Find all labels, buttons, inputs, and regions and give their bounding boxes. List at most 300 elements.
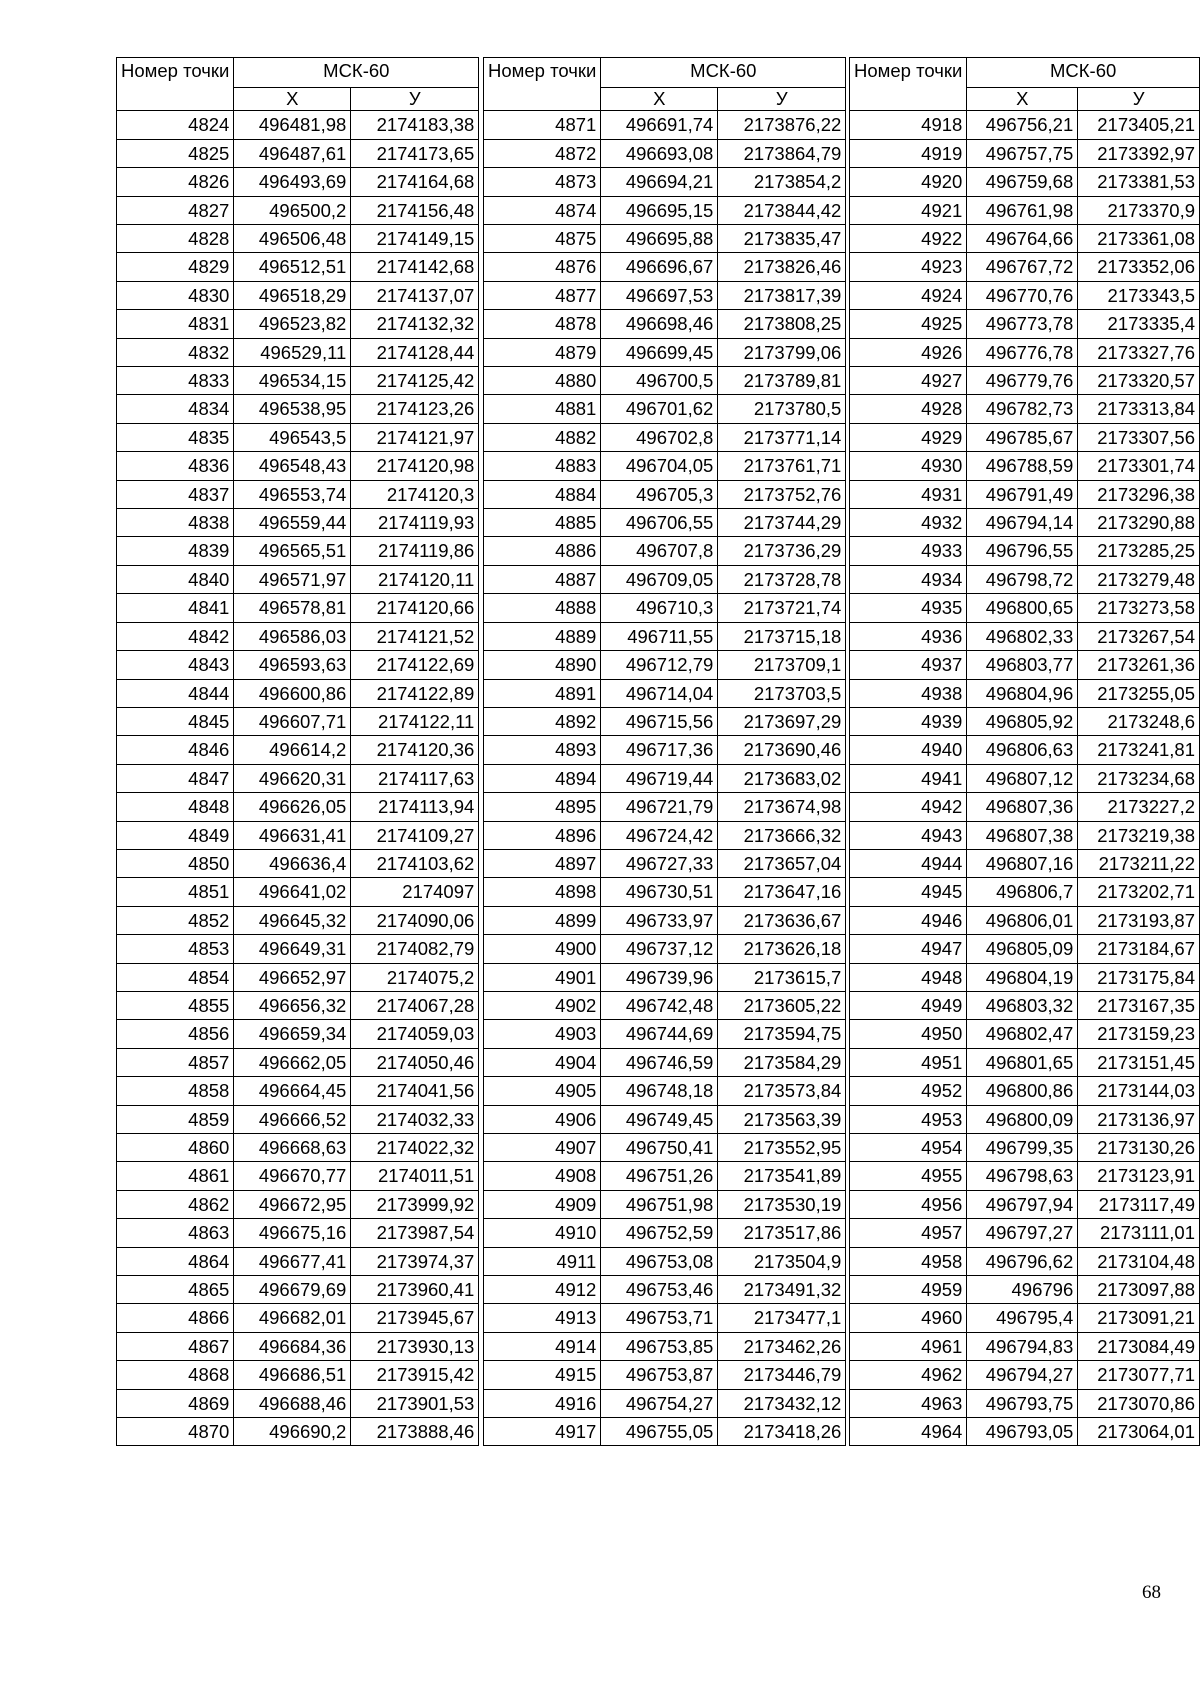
y-coordinate-cell: 2174059,03 [351,1020,479,1048]
point-number-cell: 4923 [850,253,967,281]
table-row [117,1247,479,1275]
y-coordinate-cell: 2173175,84 [1078,963,1200,991]
x-coordinate-cell: 496717,36 [601,736,718,764]
x-coordinate-cell: 496626,05 [234,793,351,821]
point-number-cell: 4924 [850,281,967,309]
table-row [117,1418,479,1446]
point-number-cell: 4921 [850,196,967,224]
point-number-cell: 4933 [850,537,967,565]
table-row [850,1077,1200,1105]
point-number-cell: 4899 [484,906,601,934]
y-coordinate-cell: 2174075,2 [351,963,479,991]
point-number-cell: 4947 [850,935,967,963]
coordinates-table-3 [849,57,1200,1446]
table-row [850,338,1200,366]
table-row [117,168,479,196]
table-row [117,537,479,565]
point-number-cell: 4961 [850,1332,967,1360]
x-coordinate-cell: 496755,05 [601,1418,718,1446]
table-row [850,452,1200,480]
x-coordinate-cell: 496746,59 [601,1048,718,1076]
x-coordinate-cell: 496600,86 [234,679,351,707]
table-row [117,1389,479,1417]
point-number-cell: 4849 [117,821,234,849]
point-number-cell: 4930 [850,452,967,480]
x-coordinate-cell: 496695,15 [601,196,718,224]
y-coordinate-cell: 2173808,25 [718,310,846,338]
x-coordinate-cell: 496688,46 [234,1389,351,1417]
y-coordinate-cell: 2173136,97 [1078,1105,1200,1133]
point-number-cell: 4837 [117,480,234,508]
point-number-cell: 4949 [850,991,967,1019]
x-coordinate-cell: 496791,49 [967,480,1078,508]
x-coordinate-cell: 496506,48 [234,225,351,253]
point-number-cell: 4824 [117,111,234,139]
table-row [850,1219,1200,1247]
y-coordinate-cell: 2173864,79 [718,139,846,167]
x-column-header: Х [601,88,718,111]
x-coordinate-cell: 496796,62 [967,1247,1078,1275]
y-coordinate-cell: 2174120,36 [351,736,479,764]
point-number-cell: 4829 [117,253,234,281]
table-row [484,1219,846,1247]
x-column-header: Х [967,88,1078,111]
x-coordinate-cell: 496764,66 [967,225,1078,253]
y-coordinate-cell: 2174119,86 [351,537,479,565]
y-coordinate-cell: 2174122,89 [351,679,479,707]
y-coordinate-cell: 2173987,54 [351,1219,479,1247]
y-coordinate-cell: 2173313,84 [1078,395,1200,423]
y-coordinate-cell: 2173290,88 [1078,509,1200,537]
point-number-cell: 4856 [117,1020,234,1048]
point-number-cell: 4867 [117,1332,234,1360]
x-coordinate-cell: 496543,5 [234,423,351,451]
x-coordinate-cell: 496803,77 [967,651,1078,679]
y-coordinate-cell: 2174011,51 [351,1162,479,1190]
x-coordinate-cell: 496715,56 [601,707,718,735]
table-row [117,565,479,593]
y-coordinate-cell: 2173915,42 [351,1361,479,1389]
x-coordinate-cell: 496733,97 [601,906,718,934]
x-coordinate-cell: 496670,77 [234,1162,351,1190]
point-number-cell: 4848 [117,793,234,821]
table-row [850,1105,1200,1133]
point-number-cell: 4826 [117,168,234,196]
table-row [117,1332,479,1360]
coordinates-table-2 [483,57,846,1446]
x-coordinate-cell: 496711,55 [601,622,718,650]
point-number-cell: 4907 [484,1134,601,1162]
point-number-cell: 4905 [484,1077,601,1105]
table-row [117,1105,479,1133]
point-number-cell: 4854 [117,963,234,991]
table-row [850,281,1200,309]
table-row [484,310,846,338]
y-coordinate-cell: 2174120,66 [351,594,479,622]
table-row [850,935,1200,963]
x-coordinate-cell: 496659,34 [234,1020,351,1048]
point-number-cell: 4830 [117,281,234,309]
table-row [117,111,479,139]
y-coordinate-cell: 2174137,07 [351,281,479,309]
x-coordinate-cell: 496724,42 [601,821,718,849]
table-row [117,935,479,963]
x-coordinate-cell: 496487,61 [234,139,351,167]
table-row [484,168,846,196]
x-coordinate-cell: 496799,35 [967,1134,1078,1162]
y-coordinate-cell: 2173517,86 [718,1219,846,1247]
table-row [117,1048,479,1076]
point-number-cell: 4885 [484,509,601,537]
table-row [850,878,1200,906]
y-coordinate-cell: 2173844,42 [718,196,846,224]
y-coordinate-cell: 2174132,32 [351,310,479,338]
table-row [850,821,1200,849]
y-coordinate-cell: 2174156,48 [351,196,479,224]
point-number-cell: 4861 [117,1162,234,1190]
table-row [117,793,479,821]
x-coordinate-cell: 496804,96 [967,679,1078,707]
x-column-header: Х [234,88,351,111]
x-coordinate-cell: 496620,31 [234,764,351,792]
y-coordinate-cell: 2173285,25 [1078,537,1200,565]
point-number-cell: 4865 [117,1276,234,1304]
table-row [484,1389,846,1417]
x-coordinate-cell: 496794,83 [967,1332,1078,1360]
point-number-cell: 4840 [117,565,234,593]
point-number-cell: 4847 [117,764,234,792]
x-coordinate-cell: 496767,72 [967,253,1078,281]
x-coordinate-cell: 496675,16 [234,1219,351,1247]
y-coordinate-cell: 2174120,98 [351,452,479,480]
table-row [117,707,479,735]
table-row [484,139,846,167]
y-coordinate-cell: 2174117,63 [351,764,479,792]
point-number-cell: 4900 [484,935,601,963]
point-number-cell: 4880 [484,367,601,395]
table-row [850,1389,1200,1417]
coordinate-system-header: МСК-60 [967,58,1200,88]
x-coordinate-cell: 496742,48 [601,991,718,1019]
point-number-cell: 4903 [484,1020,601,1048]
table-row [117,906,479,934]
y-coordinate-cell: 2173202,71 [1078,878,1200,906]
x-coordinate-cell: 496803,32 [967,991,1078,1019]
table-row [850,537,1200,565]
point-number-cell: 4951 [850,1048,967,1076]
y-coordinate-cell: 2173219,38 [1078,821,1200,849]
point-number-cell: 4915 [484,1361,601,1389]
y-coordinate-cell: 2173605,22 [718,991,846,1019]
y-coordinate-cell: 2173974,37 [351,1247,479,1275]
y-column-header: У [351,88,479,111]
point-number-cell: 4936 [850,622,967,650]
point-number-cell: 4879 [484,338,601,366]
x-coordinate-cell: 496614,2 [234,736,351,764]
point-number-cell: 4827 [117,196,234,224]
table-row [850,1361,1200,1389]
x-coordinate-cell: 496649,31 [234,935,351,963]
table-row [484,736,846,764]
x-coordinate-cell: 496586,03 [234,622,351,650]
table-body [484,111,846,1446]
point-number-cell: 4940 [850,736,967,764]
point-number-cell: 4922 [850,225,967,253]
table-row [850,565,1200,593]
table-row [850,1276,1200,1304]
table-row [484,509,846,537]
table-row [117,1162,479,1190]
table-row [117,594,479,622]
point-number-cell: 4882 [484,423,601,451]
x-coordinate-cell: 496662,05 [234,1048,351,1076]
y-coordinate-cell: 2173432,12 [718,1389,846,1417]
table-row [484,963,846,991]
point-number-cell: 4874 [484,196,601,224]
y-coordinate-cell: 2173780,5 [718,395,846,423]
point-number-cell: 4963 [850,1389,967,1417]
point-number-cell: 4914 [484,1332,601,1360]
point-number-cell: 4919 [850,139,967,167]
x-coordinate-cell: 496802,47 [967,1020,1078,1048]
table-row [117,310,479,338]
x-coordinate-cell: 496607,71 [234,707,351,735]
x-coordinate-cell: 496523,82 [234,310,351,338]
point-number-cell: 4908 [484,1162,601,1190]
x-coordinate-cell: 496805,92 [967,707,1078,735]
table-row [484,253,846,281]
table-row [484,793,846,821]
point-number-cell: 4938 [850,679,967,707]
coordinates-table-1 [116,57,479,1446]
y-coordinate-cell: 2174067,28 [351,991,479,1019]
x-coordinate-cell: 496553,74 [234,480,351,508]
x-coordinate-cell: 496559,44 [234,509,351,537]
table-row [117,1134,479,1162]
point-number-cell: 4846 [117,736,234,764]
y-coordinate-cell: 2173267,54 [1078,622,1200,650]
table-row [484,906,846,934]
point-number-cell: 4891 [484,679,601,707]
y-coordinate-cell: 2173530,19 [718,1190,846,1218]
y-coordinate-cell: 2173715,18 [718,622,846,650]
x-coordinate-cell: 496694,21 [601,168,718,196]
x-coordinate-cell: 496668,63 [234,1134,351,1162]
y-coordinate-cell: 2173736,29 [718,537,846,565]
table-row [484,707,846,735]
y-coordinate-cell: 2173234,68 [1078,764,1200,792]
y-coordinate-cell: 2174032,33 [351,1105,479,1133]
table-row [850,651,1200,679]
x-coordinate-cell: 496793,05 [967,1418,1078,1446]
y-coordinate-cell: 2173721,74 [718,594,846,622]
table-row [850,225,1200,253]
point-number-cell: 4868 [117,1361,234,1389]
x-coordinate-cell: 496770,76 [967,281,1078,309]
x-coordinate-cell: 496804,19 [967,963,1078,991]
table-row [117,139,479,167]
table-body [850,111,1200,1446]
x-coordinate-cell: 496807,16 [967,849,1078,877]
point-number-cell: 4833 [117,367,234,395]
x-coordinate-cell: 496802,33 [967,622,1078,650]
point-number-cell: 4825 [117,139,234,167]
table-row [117,253,479,281]
y-coordinate-cell: 2173901,53 [351,1389,479,1417]
x-coordinate-cell: 496805,09 [967,935,1078,963]
table-row [484,821,846,849]
point-number-cell: 4911 [484,1247,601,1275]
table-row [484,679,846,707]
x-coordinate-cell: 496737,12 [601,935,718,963]
point-number-cell: 4895 [484,793,601,821]
x-coordinate-cell: 496752,59 [601,1219,718,1247]
table-row [484,565,846,593]
y-coordinate-cell: 2173771,14 [718,423,846,451]
y-coordinate-cell: 2173817,39 [718,281,846,309]
x-coordinate-cell: 496796,55 [967,537,1078,565]
point-number-cell: 4834 [117,395,234,423]
table-row [117,196,479,224]
table-row [850,1304,1200,1332]
point-number-cell: 4877 [484,281,601,309]
y-coordinate-cell: 2173835,47 [718,225,846,253]
y-column-header: У [1078,88,1200,111]
y-coordinate-cell: 2173446,79 [718,1361,846,1389]
y-coordinate-cell: 2173666,32 [718,821,846,849]
x-coordinate-cell: 496538,95 [234,395,351,423]
table-row [850,1332,1200,1360]
x-coordinate-cell: 496806,63 [967,736,1078,764]
point-number-cell: 4952 [850,1077,967,1105]
table-row [850,1190,1200,1218]
point-number-cell: 4913 [484,1304,601,1332]
point-number-cell: 4950 [850,1020,967,1048]
point-number-cell: 4852 [117,906,234,934]
table-row [117,1020,479,1048]
y-coordinate-cell: 2173703,5 [718,679,846,707]
table-row [117,1276,479,1304]
y-coordinate-cell: 2173392,97 [1078,139,1200,167]
table-row [484,111,846,139]
table-row [850,1048,1200,1076]
x-coordinate-cell: 496800,86 [967,1077,1078,1105]
point-number-cell: 4920 [850,168,967,196]
table-row [850,367,1200,395]
point-number-cell: 4853 [117,935,234,963]
table-row [484,1162,846,1190]
table-row [850,736,1200,764]
y-coordinate-cell: 2173690,46 [718,736,846,764]
y-coordinate-cell: 2174122,69 [351,651,479,679]
point-number-cell: 4957 [850,1219,967,1247]
table-row [484,594,846,622]
point-number-cell: 4870 [117,1418,234,1446]
table-row [117,991,479,1019]
y-coordinate-cell: 2174149,15 [351,225,479,253]
table-row [484,1418,846,1446]
y-coordinate-cell: 2173854,2 [718,168,846,196]
y-coordinate-cell: 2173167,35 [1078,991,1200,1019]
point-number-cell: 4887 [484,565,601,593]
point-number-cell: 4869 [117,1389,234,1417]
x-coordinate-cell: 496753,85 [601,1332,718,1360]
table-row [117,509,479,537]
table-row [117,423,479,451]
table-row [484,423,846,451]
y-coordinate-cell: 2173193,87 [1078,906,1200,934]
x-coordinate-cell: 496641,02 [234,878,351,906]
x-coordinate-cell: 496645,32 [234,906,351,934]
table-row [850,509,1200,537]
y-coordinate-cell: 2173945,67 [351,1304,479,1332]
point-number-cell: 4935 [850,594,967,622]
point-number-cell: 4881 [484,395,601,423]
x-coordinate-cell: 496719,44 [601,764,718,792]
x-coordinate-cell: 496757,75 [967,139,1078,167]
y-coordinate-cell: 2173799,06 [718,338,846,366]
table-row [850,991,1200,1019]
point-number-header: Номер точки [850,58,967,111]
y-coordinate-cell: 2173097,88 [1078,1276,1200,1304]
y-coordinate-cell: 2173563,39 [718,1105,846,1133]
table-row [117,878,479,906]
y-coordinate-cell: 2173307,56 [1078,423,1200,451]
x-coordinate-cell: 496529,11 [234,338,351,366]
point-number-cell: 4916 [484,1389,601,1417]
x-coordinate-cell: 496696,67 [601,253,718,281]
point-number-cell: 4941 [850,764,967,792]
y-coordinate-cell: 2173151,45 [1078,1048,1200,1076]
point-number-header: Номер точки [117,58,234,111]
y-coordinate-cell: 2174120,11 [351,565,479,593]
point-number-cell: 4836 [117,452,234,480]
table-row [850,139,1200,167]
x-coordinate-cell: 496714,04 [601,679,718,707]
y-coordinate-cell: 2173744,29 [718,509,846,537]
table-row [117,849,479,877]
point-number-cell: 4862 [117,1190,234,1218]
point-number-cell: 4892 [484,707,601,735]
x-coordinate-cell: 496751,26 [601,1162,718,1190]
table-row [117,1361,479,1389]
y-coordinate-cell: 2174090,06 [351,906,479,934]
x-coordinate-cell: 496800,09 [967,1105,1078,1133]
x-coordinate-cell: 496548,43 [234,452,351,480]
table-row [850,622,1200,650]
y-coordinate-cell: 2174082,79 [351,935,479,963]
y-coordinate-cell: 2173647,16 [718,878,846,906]
x-coordinate-cell: 496782,73 [967,395,1078,423]
x-coordinate-cell: 496798,63 [967,1162,1078,1190]
table-row [850,793,1200,821]
point-number-cell: 4832 [117,338,234,366]
y-coordinate-cell: 2173626,18 [718,935,846,963]
x-coordinate-cell: 496571,97 [234,565,351,593]
table-row [850,253,1200,281]
table-row [484,849,846,877]
x-coordinate-cell: 496807,36 [967,793,1078,821]
point-number-cell: 4958 [850,1247,967,1275]
table-row [117,367,479,395]
table-row [850,679,1200,707]
point-number-cell: 4886 [484,537,601,565]
table-row [484,537,846,565]
table-row [117,281,479,309]
y-coordinate-cell: 2173876,22 [718,111,846,139]
x-coordinate-cell: 496709,05 [601,565,718,593]
table-row [850,196,1200,224]
